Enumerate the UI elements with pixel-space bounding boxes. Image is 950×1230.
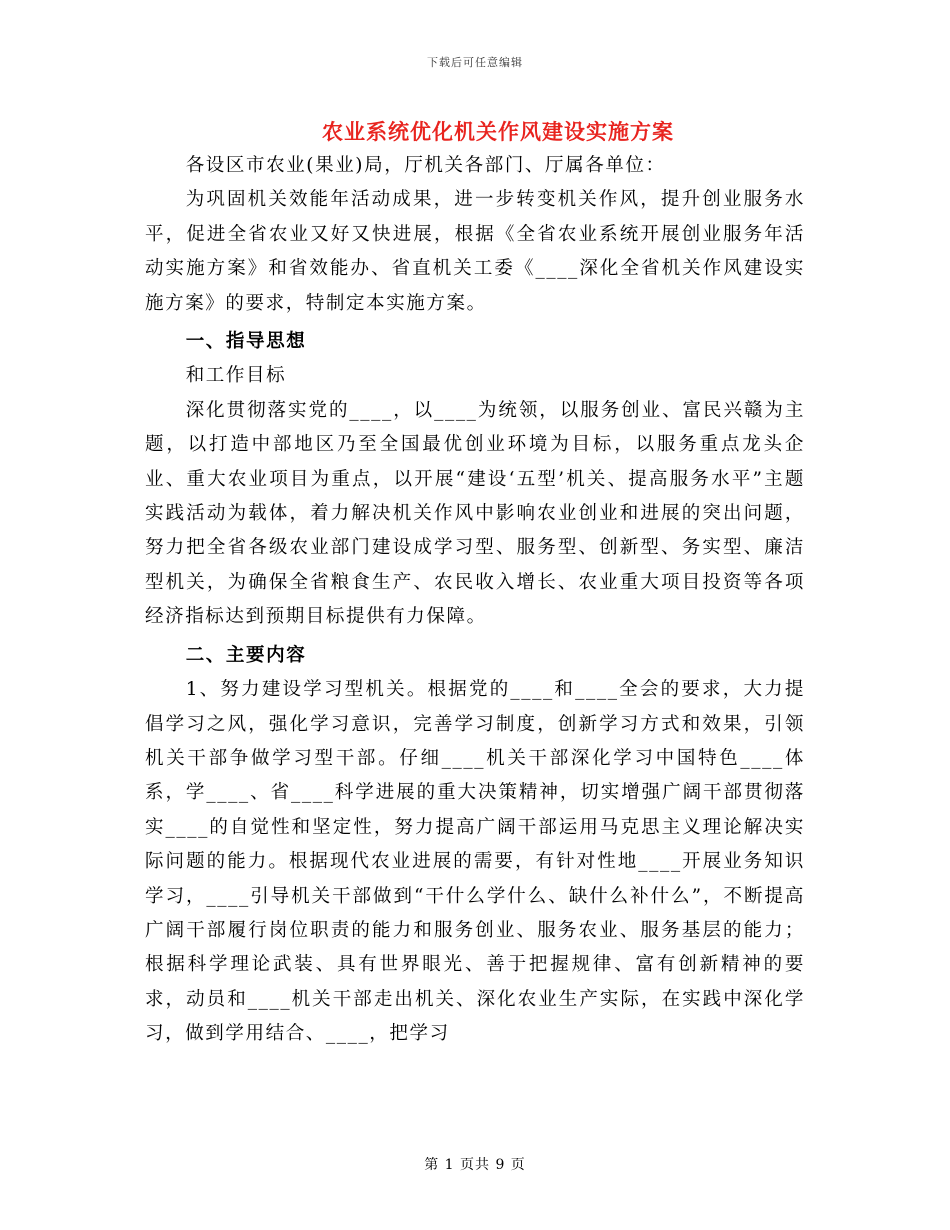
header-note: 下载后可任意编辑: [427, 56, 523, 69]
guiding-ideology-paragraph: 深化贯彻落实党的____，以____为统领，以服务创业、富民兴赣为主题，以打造中部地区乃至全国最优创业环境为目标，以服务重点龙头企业、重大农业项目为重点，以开展“建设‘五型’机关、提高服务水平”主题实践活动为载体，着力解决机关作风中影响农业创业和进展的突出问题，努力把全省各级农业部门建设成学习型、服务型、创新型、务实型、廉洁型机关，为确保全省粮食生产、农民收入增长、农业重大项目投资等各项经济指标达到预期目标提供有力保障。: [145, 399, 805, 628]
section-heading-guiding-ideology: 一、指导思想: [185, 331, 307, 353]
page-number: 第 1 页共 9 页: [424, 1157, 526, 1173]
intro-paragraph: 为巩固机关效能年活动成果，进一步转变机关作风，提升创业服务水平，促进全省农业又好又快进展，根据《全省农业系统开展创业服务年活动实施方案》和省效能办、省直机关工委《____深化全省机关作风建设实施方案》的要求，特制定本实施方案。: [145, 189, 805, 314]
learning-organization-paragraph: 1、努力建设学习型机关。根据党的____和____全会的要求，大力提倡学习之风，强化学习意识，完善学习制度，创新学习方式和效果，引领机关干部争做学习型干部。仔细____机关干部深化学习中国特色____体系，学____、省____科学进展的重大决策精神，切实增强广阔干部贯彻落实____的自觉性和坚定性，努力提高广阔干部运用马克思主义理论解决实际问题的能力。根据现代农业进展的需要，有针对性地____开展业务知识学习，____引导机关干部做到“干什么学什么、缺什么补什么”，不断提高广阔干部履行岗位职责的能力和服务创业、服务农业、服务基层的能力；根据科学理论武装、具有世界眼光、善于把握规律、富有创新精神的要求，动员和____机关干部走出机关、深化农业生产实际，在实践中深化学习，做到学用结合、____，把学习: [145, 679, 805, 1045]
salutation-paragraph: 各设区市农业(果业)局，厅机关各部门、厅属各单位：: [185, 155, 666, 176]
document-title: 农业系统优化机关作风建设实施方案: [322, 119, 674, 144]
section-subheading-goals: 和工作目标: [185, 365, 287, 387]
section-heading-main-content: 二、主要内容: [185, 644, 307, 666]
document-body: [145, 149, 805, 1052]
